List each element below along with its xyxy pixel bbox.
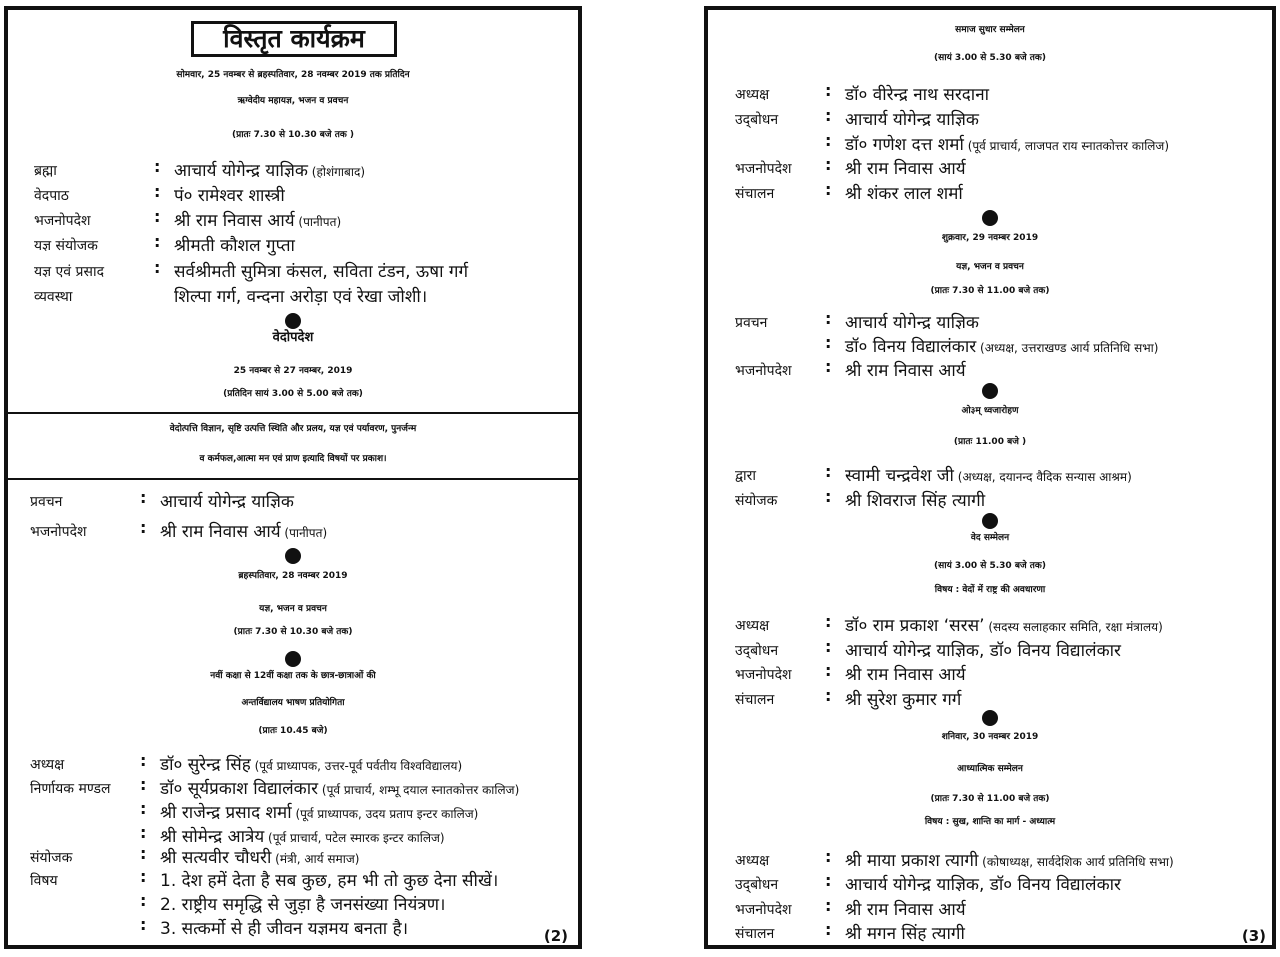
page-number: (2) bbox=[543, 927, 568, 945]
schedule-row bbox=[708, 660, 1272, 684]
row-value: 1. देश हमें देता है सब कुछ, हम भी तो कुछ देना सीखें। bbox=[160, 871, 499, 891]
row-colon: : bbox=[140, 867, 147, 886]
row-value: आचार्य योगेन्द्र याज्ञिक, डॉ० विनय विद्यालंकार bbox=[845, 641, 1121, 661]
role-label: भजनोपदेश bbox=[30, 524, 87, 540]
row-colon: : bbox=[154, 157, 161, 176]
row-value: 3. सत्कर्मो से ही जीवन यज्ञमय बनता है। bbox=[160, 919, 409, 939]
role-label: उद्‌बोधन bbox=[735, 877, 779, 893]
left-page bbox=[4, 6, 582, 949]
row-value: श्री राम निवास आर्य bbox=[845, 665, 966, 685]
row-value: श्री माया प्रकाश त्यागी (कोषाध्यक्ष, सार्वदेशिक आर्य प्रतिनिधि सभा) bbox=[845, 851, 1174, 871]
row-value: श्रीमती कौशल गुप्ता bbox=[174, 236, 295, 256]
event-vedopadesh-title: वेदोपदेश bbox=[272, 330, 314, 345]
role-label: संचालन bbox=[735, 692, 775, 708]
divider bbox=[8, 412, 578, 414]
row-value: आचार्य योगेन्द्र याज्ञिक (होशंगाबाद) bbox=[174, 161, 365, 181]
role-label: ब्रह्मा bbox=[34, 163, 57, 179]
row-value: पं० रामेश्वर शास्त्री bbox=[174, 186, 285, 206]
right-page bbox=[704, 6, 1276, 949]
row-colon: : bbox=[140, 915, 147, 934]
row-colon: : bbox=[825, 180, 832, 199]
schedule-row bbox=[708, 308, 1272, 332]
row-colon: : bbox=[140, 518, 147, 537]
row-colon: : bbox=[825, 333, 832, 352]
row-value: आचार्य योगेन्द्र याज्ञिक bbox=[845, 110, 979, 130]
flag-hoisting-title: ओ३म् ध्वजारोहण bbox=[961, 406, 1019, 416]
event-social-reform-time: (सायं 3.00 से 5.30 बजे तक) bbox=[934, 53, 1046, 63]
role-label: उद्‌बोधन bbox=[735, 643, 779, 659]
schedule-row bbox=[708, 154, 1272, 178]
row-value: आचार्य योगेन्द्र याज्ञिक bbox=[845, 313, 979, 333]
row-colon: : bbox=[825, 106, 832, 125]
row-colon: : bbox=[154, 207, 161, 226]
schedule-row bbox=[708, 105, 1272, 129]
flag-hoisting-time: (प्रातः 11.00 बजे ) bbox=[953, 437, 1027, 447]
row-colon: : bbox=[825, 357, 832, 376]
bullet-dot bbox=[982, 710, 998, 726]
row-colon: : bbox=[140, 488, 147, 507]
competition-title-line-1: नवीं कक्षा से 12वीं कक्षा तक के छात्र-छात्राओं की bbox=[210, 671, 376, 681]
role-label: प्रवचन bbox=[30, 494, 63, 510]
row-colon: : bbox=[140, 799, 147, 818]
schedule-row bbox=[8, 866, 578, 890]
divider bbox=[8, 478, 578, 480]
row-colon: : bbox=[154, 232, 161, 251]
event-rigvedic-title: ऋग्वेदीय महायज्ञ, भजन व प्रवचन bbox=[237, 96, 349, 106]
row-value: श्री सोमेन्द्र आत्रेय (पूर्व प्राचार्य, पटेल स्मारक इन्टर कालिज) bbox=[160, 827, 445, 847]
row-value: डॉ० गणेश दत्त शर्मा (पूर्व प्राचार्य, लाजपत राय स्नातकोत्तर कालिज) bbox=[845, 135, 1170, 155]
schedule-row bbox=[8, 487, 578, 511]
role-label: व्यवस्था bbox=[34, 289, 73, 305]
row-colon: : bbox=[140, 823, 147, 842]
event-rigvedic-time: (प्रातः 7.30 से 10.30 बजे तक ) bbox=[231, 130, 355, 140]
schedule-row bbox=[708, 179, 1272, 203]
thursday-event-time: (प्रातः 7.30 से 10.30 बजे तक) bbox=[233, 627, 353, 637]
bullet-dot bbox=[285, 651, 301, 667]
page-number: (3) bbox=[1241, 927, 1266, 945]
topics-line-2: व कर्मफल,आत्मा मन एवं प्राण इत्यादि विषयों पर प्रकाश। bbox=[199, 454, 387, 464]
spiritual-conference-subject: विषय : सुख, शान्ति का मार्ग - अध्यात्म bbox=[924, 817, 1056, 827]
schedule-row bbox=[8, 156, 578, 180]
row-value: श्री मगन सिंह त्यागी bbox=[845, 924, 965, 944]
role-label: अध्यक्ष bbox=[735, 618, 770, 634]
friday-date: शुक्रवार, 29 नवम्बर 2019 bbox=[941, 233, 1039, 243]
veda-conference-time: (सायं 3.00 से 5.30 बजे तक) bbox=[934, 561, 1046, 571]
role-label: भजनोपदेश bbox=[735, 667, 792, 683]
row-colon: : bbox=[140, 751, 147, 770]
row-colon: : bbox=[154, 182, 161, 201]
veda-conference-subject: विषय : वेदों में राष्ट्र की अवधारणा bbox=[934, 585, 1046, 595]
role-label: भजनोपदेश bbox=[34, 213, 91, 229]
row-colon: : bbox=[140, 844, 147, 863]
role-label: उद्‌बोधन bbox=[735, 112, 779, 128]
row-colon: : bbox=[825, 309, 832, 328]
role-label: संचालन bbox=[735, 186, 775, 202]
row-colon: : bbox=[825, 871, 832, 890]
row-colon: : bbox=[825, 661, 832, 680]
schedule-row bbox=[8, 843, 578, 867]
row-value: श्री सत्यवीर चौधरी (मंत्री, आर्य समाज) bbox=[160, 848, 360, 868]
bullet-dot bbox=[982, 210, 998, 226]
role-label: विषय bbox=[30, 873, 58, 889]
role-label: संयोजक bbox=[30, 850, 73, 866]
schedule-row bbox=[8, 774, 578, 798]
row-colon: : bbox=[140, 891, 147, 910]
friday-event-title: यज्ञ, भजन व प्रवचन bbox=[956, 262, 1024, 272]
spiritual-conference-time: (प्रातः 7.30 से 11.00 बजे तक) bbox=[930, 794, 1050, 804]
row-value: स्वामी चन्द्रवेश जी (अध्यक्ष, दयानन्द वैदिक सन्यास आश्रम) bbox=[845, 466, 1132, 486]
row-value: डॉ० सूर्यप्रकाश विद्यालंकार (पूर्व प्राचार्य, शम्भू दयाल स्नातकोत्तर कालिज) bbox=[160, 779, 520, 799]
schedule-row bbox=[708, 486, 1272, 510]
schedule-row bbox=[708, 895, 1272, 919]
row-colon: : bbox=[825, 131, 832, 150]
schedule-row bbox=[8, 282, 578, 306]
row-colon: : bbox=[825, 896, 832, 915]
topics-line-1: वेदोत्पत्ति विज्ञान, सृष्टि उत्पत्ति स्थिति और प्रलय, यज्ञ एवं पर्यावरण, पुनर्जन्म bbox=[169, 424, 417, 434]
row-value: डॉ० वीरेन्द्र नाथ सरदाना bbox=[845, 85, 990, 105]
row-value: श्री राम निवास आर्य bbox=[845, 361, 966, 381]
schedule-row bbox=[8, 231, 578, 255]
schedule-row bbox=[8, 914, 578, 938]
veda-conference-title: वेद सम्मेलन bbox=[970, 533, 1010, 543]
row-value: सर्वश्रीमती सुमित्रा कंसल, सविता टंडन, ऊषा गर्ग bbox=[174, 262, 469, 282]
row-colon: : bbox=[825, 637, 832, 656]
schedule-row bbox=[8, 181, 578, 205]
row-value: डॉ० राम प्रकाश ‘सरस’ (सदस्य सलाहकार समिति, रक्षा मंत्रालय) bbox=[845, 616, 1163, 636]
row-value: श्री राजेन्द्र प्रसाद शर्मा (पूर्व प्राध्यापक, उदय प्रताप इन्टर कालिज) bbox=[160, 803, 479, 823]
role-label: यज्ञ संयोजक bbox=[34, 238, 98, 254]
schedule-row bbox=[708, 611, 1272, 635]
friday-event-time: (प्रातः 7.30 से 11.00 बजे तक) bbox=[930, 286, 1050, 296]
role-label: संयोजक bbox=[735, 493, 778, 509]
role-label: अध्यक्ष bbox=[30, 757, 65, 773]
row-colon: : bbox=[825, 612, 832, 631]
bullet-dot bbox=[982, 513, 998, 529]
row-colon: : bbox=[825, 487, 832, 506]
event-vedopadesh-time: (प्रतिदिन सायं 3.00 से 5.00 बजे तक) bbox=[223, 389, 363, 399]
schedule-row bbox=[8, 798, 578, 822]
schedule-row bbox=[708, 130, 1272, 154]
schedule-row bbox=[708, 846, 1272, 870]
role-label: प्रवचन bbox=[735, 315, 768, 331]
row-value: आचार्य योगेन्द्र याज्ञिक bbox=[160, 492, 294, 512]
schedule-row bbox=[8, 257, 578, 281]
row-value: डॉ० विनय विद्यालंकार (अध्यक्ष, उत्तराखण्ड आर्य प्रतिनिधि सभा) bbox=[845, 337, 1159, 357]
row-value: श्री राम निवास आर्य bbox=[845, 900, 966, 920]
row-value: डॉ० सुरेन्द्र सिंह (पूर्व प्राध्यापक, उत्तर-पूर्व पर्वतीय विश्वविद्यालय) bbox=[160, 755, 463, 775]
event-social-reform-title: समाज सुधार सम्मेलन bbox=[955, 25, 1025, 35]
row-colon: : bbox=[825, 155, 832, 174]
thursday-date: ब्रहस्पतिवार, 28 नवम्बर 2019 bbox=[238, 571, 348, 581]
row-value: श्री राम निवास आर्य bbox=[845, 159, 966, 179]
schedule-row bbox=[708, 80, 1272, 104]
date-range: सोमवार, 25 नवम्बर से ब्रहस्पतिवार, 28 नवम्बर 2019 तक प्रतिदिन bbox=[176, 70, 410, 80]
schedule-row bbox=[708, 356, 1272, 380]
spiritual-conference-title: आध्यात्मिक सम्मेलन bbox=[957, 764, 1023, 774]
row-value: श्री राम निवास आर्य (पानीपत) bbox=[160, 522, 328, 542]
row-colon: : bbox=[825, 81, 832, 100]
bullet-dot bbox=[982, 383, 998, 399]
competition-time: (प्रातः 10.45 बजे) bbox=[258, 726, 328, 736]
bullet-dot bbox=[285, 548, 301, 564]
role-label: संचालन bbox=[735, 926, 775, 942]
role-label: भजनोपदेश bbox=[735, 363, 792, 379]
saturday-date: शनिवार, 30 नवम्बर 2019 bbox=[941, 732, 1039, 742]
row-value: शिल्पा गर्ग, वन्दना अरोड़ा एवं रेखा जोशी। bbox=[174, 287, 428, 307]
schedule-row bbox=[8, 206, 578, 230]
row-value: आचार्य योगेन्द्र याज्ञिक, डॉ० विनय विद्यालंकार bbox=[845, 875, 1121, 895]
row-value: श्री शंकर लाल शर्मा bbox=[845, 184, 963, 204]
role-label: निर्णायक मण्डल bbox=[30, 781, 111, 797]
role-label: अध्यक्ष bbox=[735, 853, 770, 869]
row-value: श्री शिवराज सिंह त्यागी bbox=[845, 491, 986, 511]
role-label: अध्यक्ष bbox=[735, 87, 770, 103]
program-title: विस्तृत कार्यक्रम bbox=[191, 21, 397, 57]
role-label: भजनोपदेश bbox=[735, 902, 792, 918]
schedule-row bbox=[708, 919, 1272, 943]
row-colon: : bbox=[825, 686, 832, 705]
row-colon: : bbox=[154, 258, 161, 277]
schedule-row bbox=[708, 332, 1272, 356]
schedule-row bbox=[708, 461, 1272, 485]
competition-title-line-2: अन्तर्विद्यालय भाषण प्रतियोगिता bbox=[241, 698, 345, 708]
schedule-row bbox=[708, 636, 1272, 660]
row-colon: : bbox=[140, 775, 147, 794]
schedule-row bbox=[8, 890, 578, 914]
row-colon: : bbox=[825, 847, 832, 866]
schedule-row bbox=[8, 750, 578, 774]
schedule-row bbox=[708, 870, 1272, 894]
row-value: श्री सुरेश कुमार गर्ग bbox=[845, 690, 962, 710]
row-colon: : bbox=[825, 462, 832, 481]
schedule-row bbox=[708, 685, 1272, 709]
schedule-row bbox=[8, 517, 578, 541]
role-label: यज्ञ एवं प्रसाद bbox=[34, 264, 105, 280]
thursday-event-title: यज्ञ, भजन व प्रवचन bbox=[259, 604, 327, 614]
role-label: द्वारा bbox=[735, 468, 757, 484]
row-value: श्री राम निवास आर्य (पानीपत) bbox=[174, 211, 342, 231]
event-vedopadesh-dates: 25 नवम्बर से 27 नवम्बर, 2019 bbox=[233, 366, 353, 376]
row-colon: : bbox=[825, 920, 832, 939]
role-label: भजनोपदेश bbox=[735, 161, 792, 177]
row-value: 2. राष्ट्रीय समृद्धि से जुड़ा है जनसंख्या नियंत्रण। bbox=[160, 895, 446, 915]
role-label: वेदपाठ bbox=[34, 188, 69, 204]
